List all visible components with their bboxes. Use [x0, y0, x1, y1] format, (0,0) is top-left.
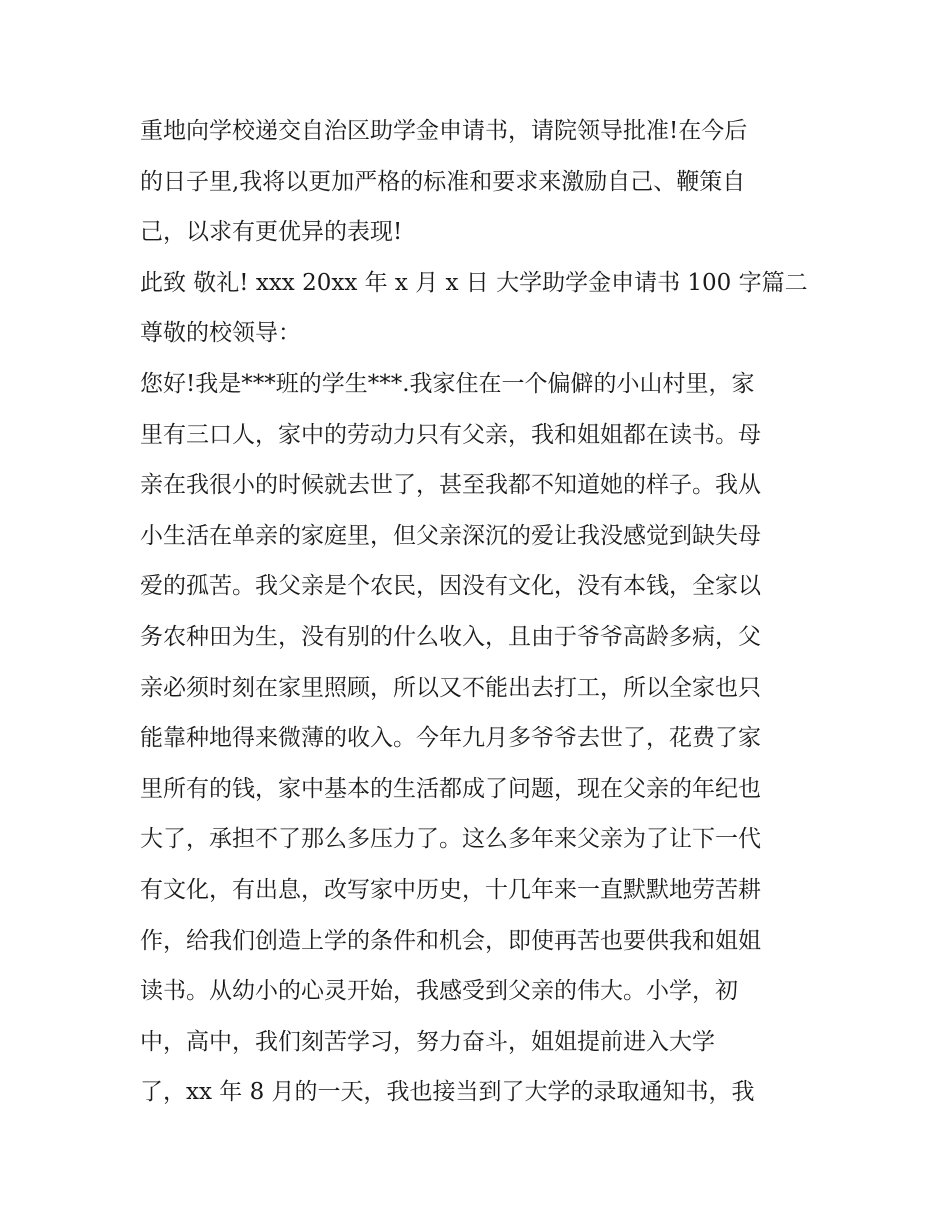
text-line-10: 爱的孤苦。我父亲是个农民，因没有文化，没有本钱，全家以	[140, 573, 761, 600]
text-line-11: 务农种田为生，没有别的什么收入，且由于爷爷高龄多病，父	[140, 623, 761, 650]
text-line-12: 亲必须时刻在家里照顾，所以又不能出去打工，所以全家也只	[140, 674, 761, 701]
text-line-2: 的日子里,我将以更加严格的标准和要求来激励自己、鞭策自	[140, 168, 746, 195]
text-line-4: 此致 敬礼! xxx 20xx 年 x 月 x 日 大学助学金申请书 100 字篇二	[140, 269, 808, 296]
text-line-7: 里有三口人，家中的劳动力只有父亲，我和姐姐都在读书。母	[140, 421, 761, 448]
text-line-14: 里所有的钱，家中基本的生活都成了问题，现在父亲的年纪也	[140, 775, 761, 802]
document-body	[140, 106, 820, 1118]
text-line-15: 大了，承担不了那么多压力了。这么多年来父亲为了让下一代	[140, 826, 761, 853]
text-line-18: 读书。从幼小的心灵开始，我感受到父亲的伟大。小学，初	[140, 978, 738, 1005]
text-line-20: 了，xx 年 8 月的一天，我也接当到了大学的录取通知书，我	[140, 1079, 755, 1106]
text-line-8: 亲在我很小的时候就去世了，甚至我都不知道她的样子。我从	[140, 472, 761, 499]
text-line-6: 您好!我是***班的学生***.我家住在一个偏僻的小山村里，家	[140, 370, 755, 397]
text-line-17: 作，给我们创造上学的条件和机会，即使再苦也要供我和姐姐	[140, 927, 761, 954]
text-line-19: 中，高中，我们刻苦学习，努力奋斗，姐姐提前进入大学	[140, 1028, 715, 1055]
text-line-13: 能靠种地得来微薄的收入。今年九月多爷爷去世了，花费了家	[140, 725, 761, 752]
text-line-5: 尊敬的校领导：	[140, 320, 301, 347]
text-line-3: 己，以求有更优异的表现!	[140, 219, 403, 246]
text-line-9: 小生活在单亲的家庭里，但父亲深沉的爱让我没感觉到缺失母	[140, 522, 761, 549]
text-line-16: 有文化，有出息，改写家中历史，十几年来一直默默地劳苦耕	[140, 876, 761, 903]
text-line-1: 重地向学校递交自治区助学金申请书，请院领导批准!在今后	[140, 118, 748, 144]
